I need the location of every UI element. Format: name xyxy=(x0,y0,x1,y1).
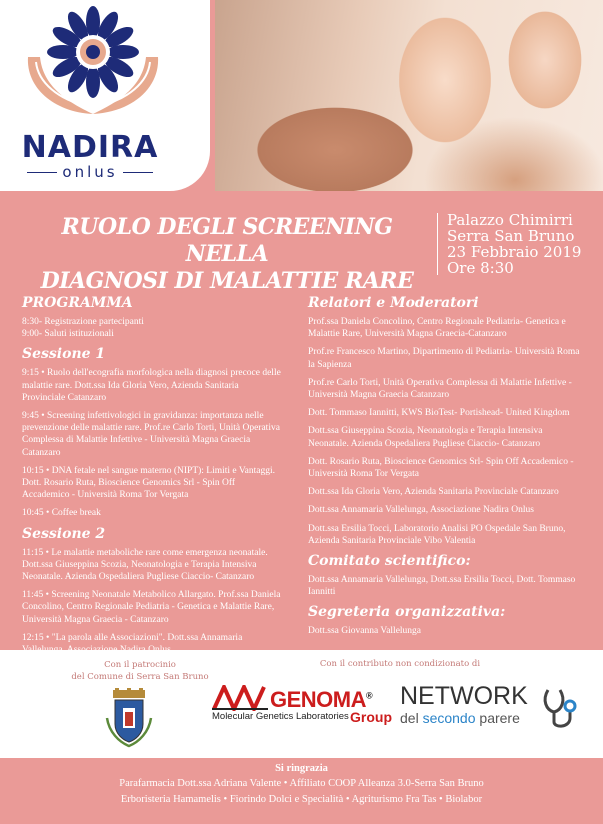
title-line-1: RUOLO DEGLI SCREENING NELLA xyxy=(61,214,393,267)
brand-sub: onlus xyxy=(0,163,180,181)
committee-heading: Comitato scientifico: xyxy=(308,553,471,570)
network-sub-a: del xyxy=(400,710,423,726)
list-item: 8:30- Registrazione partecipanti xyxy=(22,317,144,327)
list-item: Prof.re Carlo Torti, Unità Operativa Complessa di Malattie Infettive - Università Magna Graecia Catanzaro xyxy=(308,377,572,401)
program-intro xyxy=(22,316,284,340)
list-item: 9:15 • Ruolo dell'ecografia morfologica nella diagnosi precoce delle malattie rare. Dott.ssa Ida Gloria Vero, Azienda Sanitaria Provinciale Catanzaro xyxy=(22,368,281,403)
list-item: 11:45 • Screening Neonatale Metabolico Allargato. Prof.ssa Daniela Concolino, Centro Regionale Pediatria - Genetica e Malattie Rare, Università Magna Graecia - Catanzaro xyxy=(22,590,281,625)
network-subtitle xyxy=(400,710,520,726)
title-line-2: DIAGNOSI DI MALATTIE RARE xyxy=(40,268,414,294)
venue-name: Palazzo Chimirri xyxy=(447,211,573,229)
program-column xyxy=(22,293,284,662)
stethoscope-icon xyxy=(540,686,580,730)
session-1-heading: Sessione 1 xyxy=(22,346,106,363)
thanks-section xyxy=(0,762,603,808)
brand-name: NADIRA xyxy=(21,130,159,165)
thanks-line-1: Parafarmacia Dott.ssa Adriana Valente • Affiliato COOP Alleanza 3.0-Serra San Bruno xyxy=(119,778,484,789)
list-item: Dott. Rosario Ruta, Bioscience Genomics Srl- Spin Off Accademico - Università Roma Tor Vergata xyxy=(308,456,574,480)
genoma-subtitle: Molecular Genetics Laboratories xyxy=(212,711,349,722)
speakers-column xyxy=(308,293,584,644)
venue-block xyxy=(447,212,597,276)
session-2-heading: Sessione 2 xyxy=(22,525,106,542)
patronage-label xyxy=(40,659,240,683)
list-item: Prof.ssa Daniela Concolino, Centro Regionale Pediatria- Genetica e Malattie Rare, Università Magna Graecia-Catanzaro xyxy=(308,317,566,340)
event-title xyxy=(22,214,432,295)
list-item: Dott. Tommaso Iannitti, KWS BioTest- Portishead- United Kingdom xyxy=(308,408,570,419)
network-title: NETWORK xyxy=(400,682,528,710)
event-time: Ore 8:30 xyxy=(447,259,514,277)
genoma-brand-text: GENOMA xyxy=(270,687,366,712)
list-item: 9:45 • Screening infettivologici in gravidanza: importanza nelle prevenzione delle malattie rare. Prof.re Carlo Torti, Unità Operativa Complessa di Malattie Infettive - Università Magna Graecia Catanzaro xyxy=(22,411,280,458)
network-sub-b: secondo xyxy=(422,710,476,726)
list-item: Dott.ssa Ersilia Tocci, Laboratorio Analisi PO Ospedale San Bruno, Azienda Sanitaria Provinciale Vibo Valentia xyxy=(308,523,566,546)
list-item: Prof.re Francesco Martino, Dipartimento di Pediatria- Università Roma la Sapienza xyxy=(308,347,580,370)
list-item: 9:00- Saluti istituzionali xyxy=(22,329,114,340)
list-item: Dott.ssa Ida Gloria Vero, Azienda Sanitaria Provinciale Catanzaro xyxy=(308,487,559,498)
nadira-logo-icon xyxy=(18,2,168,127)
logo-panel xyxy=(0,0,210,191)
list-item: 12:15 • "La parola alle Associazioni". Dott.ssa Annamaria xyxy=(22,632,243,643)
venue-town: Serra San Bruno xyxy=(447,227,575,245)
network-sub-c: parere xyxy=(475,710,520,726)
program-heading: PROGRAMMA xyxy=(22,295,133,311)
patronage-line-2: del Comune di Serra San Bruno xyxy=(71,672,209,682)
genoma-registered-mark: ® xyxy=(366,690,373,701)
list-item: 11:15 • Le malattie metaboliche rare come emergenza neonatale. Dott.ssa Giuseppina Scozia, Neonatologia e Terapia Intensiva Neonatale. Azienda Ospedaliera Pugliese Ciaccio- Catanzaro xyxy=(22,547,268,583)
thanks-heading: Si ringrazia xyxy=(275,763,328,774)
speakers-heading: Relatori e Moderatori xyxy=(308,295,479,311)
serra-san-bruno-crest-icon xyxy=(103,688,155,748)
thanks-line-2: Erboristeria Hamamelis • Fiorindo Dolci e Specialità • Agriturismo Fra Tas • Biolabor xyxy=(120,794,483,805)
title-divider xyxy=(437,213,438,275)
event-date: 23 Febbraio 2019 xyxy=(447,243,582,261)
list-item: Dott.ssa Giuseppina Scozia, Neonatologia e Terapia Intensiva Neonatale. Azienda Ospedaliera Pugliese Ciaccio- Catanzaro xyxy=(308,426,543,449)
committee-text: Dott.ssa Annamaria Vallelunga, Dott.ssa Ersilia Tocci, Dott. Tommaso Iannitti xyxy=(308,575,576,598)
genoma-logo xyxy=(210,685,390,730)
list-item: 10:45 • Coffee break xyxy=(22,508,101,519)
list-item: Dott.ssa Annamaria Vallelunga, Associazione Nadira Onlus xyxy=(308,505,534,516)
contribution-label: Con il contributo non condizionato di xyxy=(319,659,481,669)
genoma-group: Group xyxy=(350,709,392,725)
secretariat-text: Dott.ssa Giovanna Vallelunga xyxy=(308,626,422,637)
patronage-line-1: Con il patrocinio xyxy=(104,660,176,670)
list-item: 10:15 • DNA fetale nel sangue materno (NIPT): Limiti e Vantaggi. Dott. Rosario Ruta, Bioscience Genomics Srl - Spin Off Accademico - Università Roma Tor Vergata xyxy=(22,465,275,501)
network-logo xyxy=(400,682,590,732)
genoma-mark-icon xyxy=(212,685,268,711)
baby-feet-photo xyxy=(215,0,603,191)
secretariat-heading: Segreteria organizzativa: xyxy=(308,604,506,621)
